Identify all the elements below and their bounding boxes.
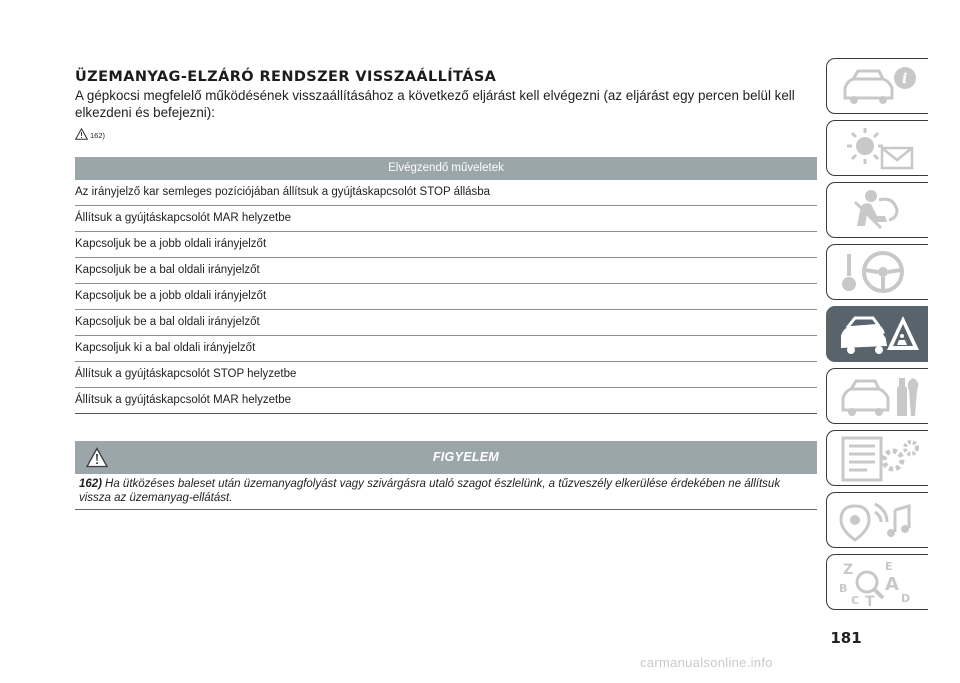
svg-text:Z: Z <box>843 562 854 578</box>
table-row: Kapcsoljuk be a bal oldali irányjelzőt <box>75 310 817 336</box>
note-reference-number: 162) <box>90 131 106 140</box>
table-row: Állítsuk a gyújtáskapcsolót STOP helyzetbe <box>75 362 817 388</box>
page-number: 181 <box>830 629 862 647</box>
svg-text:B: B <box>839 582 848 595</box>
svg-text:D: D <box>901 592 911 605</box>
car-maintenance-icon <box>835 372 925 422</box>
main-content <box>75 68 817 510</box>
emergency-car-icon <box>835 310 925 360</box>
technical-data-icon <box>835 434 925 484</box>
table-row: Állítsuk a gyújtáskapcsolót MAR helyzetbe <box>75 388 817 414</box>
warning-box <box>75 441 817 510</box>
intro-paragraph: A gépkocsi megfelelő működésének visszaállításához a következő eljárást kell elvégezni (az eljárást egy percen belül kell elkezdeni és befejezni): <box>75 88 795 120</box>
operations-table <box>75 157 817 414</box>
warning-lights-message-icon <box>835 124 925 174</box>
warning-text: Ha ütközéses baleset után üzemanyagfolyást vagy szivárgásra utaló szagot észlelünk, a tűzveszély elkerülése érdekében ne állítsuk vissza az üzemanyag-ellátást. <box>79 478 781 504</box>
warning-body <box>75 474 817 510</box>
tab-maintenance[interactable] <box>826 368 928 424</box>
tab-starting-driving[interactable] <box>826 244 928 300</box>
operations-table-body <box>75 180 817 414</box>
tab-index[interactable] <box>826 554 928 610</box>
alphabetical-index-icon <box>835 558 925 608</box>
svg-text:E: E <box>885 560 893 573</box>
tab-car-info[interactable] <box>826 58 928 114</box>
page-title: ÜZEMANYAG-ELZÁRÓ RENDSZER VISSZAÁLLÍTÁSA <box>75 69 497 85</box>
tab-technical-data[interactable] <box>826 430 928 486</box>
table-row: Kapcsoljuk be a jobb oldali irányjelzőt <box>75 232 817 258</box>
watermark-text: carmanualsonline.info <box>640 655 773 670</box>
tab-safety[interactable] <box>826 182 928 238</box>
warning-title: FIGYELEM <box>432 450 500 464</box>
table-row: Kapcsoljuk be a bal oldali irányjelzőt <box>75 258 817 284</box>
svg-text:A: A <box>885 574 899 595</box>
key-steering-wheel-icon <box>835 248 925 298</box>
table-row: Az irányjelző kar semleges pozíciójában állítsuk a gyújtáskapcsolót STOP állásba <box>75 180 817 206</box>
warning-header <box>75 441 817 474</box>
tab-multimedia[interactable] <box>826 492 928 548</box>
svg-text:C: C <box>851 594 860 607</box>
table-row: Kapcsoljuk be a jobb oldali irányjelzőt <box>75 284 817 310</box>
table-row: Kapcsoljuk ki a bal oldali irányjelzőt <box>75 336 817 362</box>
table-row: Állítsuk a gyújtáskapcsolót MAR helyzetbe <box>75 206 817 232</box>
svg-text:T: T <box>865 594 875 608</box>
seat-airbag-icon <box>835 186 925 236</box>
tab-emergency[interactable] <box>826 306 928 362</box>
multimedia-icon <box>835 496 925 546</box>
svg-text:i: i <box>902 71 908 87</box>
tab-warning-lights[interactable] <box>826 120 928 176</box>
warning-number: 162) <box>79 478 103 490</box>
car-info-icon <box>835 62 925 112</box>
note-reference[interactable] <box>75 124 817 140</box>
warning-triangle-icon <box>75 128 88 140</box>
operations-table-header: Elvégzendő műveletek <box>75 157 817 180</box>
